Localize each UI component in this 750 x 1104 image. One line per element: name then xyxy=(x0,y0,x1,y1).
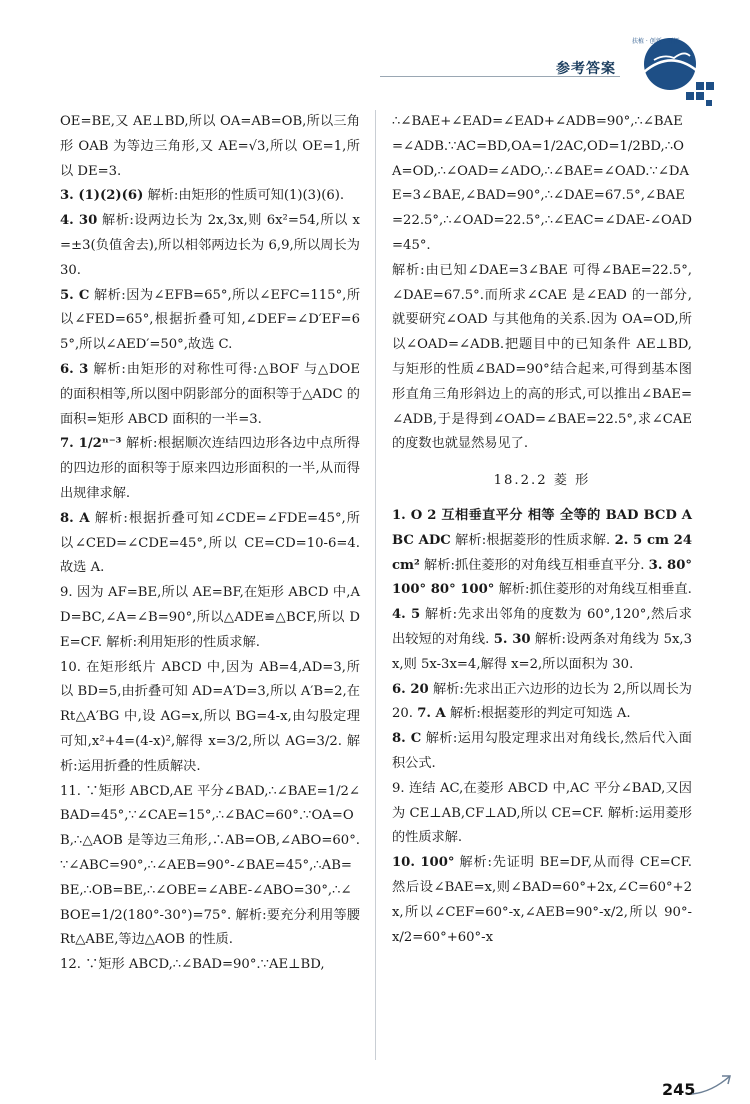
header-title: 参考答案 xyxy=(556,61,616,77)
answer-explanation: 解析:运用菱形的性质求解. xyxy=(392,805,692,846)
answer-line xyxy=(60,656,360,780)
answer-body: 9. 因为 AF=BE,所以 AE=BF,在矩形 ABCD 中,AD=BC,∠A=∠B=90°,所以△ADE≌△BCF,所以 DE=CF. xyxy=(60,585,360,650)
page-number: 245 xyxy=(662,1080,696,1099)
answer-number: 8. C xyxy=(392,731,422,747)
answer-line: 解析:由已知∠DAE=3∠BAE 可得∠BAE=22.5°,∠DAE=67.5°.而所求∠CAE 是∠EAD 的一部分,就要研究∠OAD 与其他角的关系.因为 OA=OD,所以∠OAD=∠ADB.把题目中的已知条件 AE⊥BD,与矩形的性质∠BAD=90°结合起来,可得到基本图形直角三角形斜边上的高的形式,可以推出∠BAE=∠ADB,于是得到∠OAD=∠BAE=22.5°,求∠CAE 的度数也就显然易见了. xyxy=(392,262,692,452)
answer-line xyxy=(60,184,360,209)
answer-line xyxy=(60,780,360,954)
answer-line xyxy=(60,209,360,283)
answer-body: 11. ∵矩形 ABCD,AE 平分∠BAD,∴∠BAE=1/2∠BAD=45°,∵∠CAE=15°,∴∠BAC=60°.∵OA=OB,∴△AOB 是等边三角形,∴AB=OB,∠ABO=60°.∵∠ABC=90°,∴∠AEB=90°-∠BAE=45°,∴AB=BE,∴OB=BE,∴∠OBE=∠ABE-∠ABO=30°,∴∠BOE=1/2(180°-30°)=75°. xyxy=(60,783,360,923)
answer-explanation: 解析:根据菱形的性质求解. xyxy=(455,532,611,548)
answer-explanation: 解析:因为∠EFB=65°,所以∠EFC=115°,所以∠FED=65°,根据折叠可知,∠DEF=∠D′EF=65°,所以∠AED′=50°,故选 C. xyxy=(60,287,361,353)
answer-explanation: 解析:抓住菱形的对角线互相垂直平分. xyxy=(424,557,645,573)
answer-explanation: 解析:先求出正六边形的边长为 2,所以周长为 20. xyxy=(392,681,692,722)
answer-line xyxy=(60,581,360,655)
answer-number: 4. 30 xyxy=(60,213,98,229)
logo-text: 扶植 · 创新 · 开拓 xyxy=(632,38,680,45)
answer-line xyxy=(60,507,360,581)
answer-explanation: 解析:根据顺次连结四边形各边中点所得的四边形的面积等于原来四边形面积的一半,从而得出规律求解. xyxy=(60,436,360,501)
answer-line xyxy=(392,678,692,728)
answer-line xyxy=(392,851,692,950)
answer-number: 7. 1/2ⁿ⁻³ xyxy=(60,436,122,452)
answer-line: OE=BE,又 AE⊥BD,所以 OA=AB=OB,所以三角形 OAB 为等边三角形,又 AE=√3,所以 OE=1,所以 DE=3. xyxy=(60,114,360,179)
answer-line xyxy=(60,284,360,358)
answer-explanation: 解析:先求出邻角的度数为 60°,120°,然后求出较短的对角线. xyxy=(392,607,692,647)
answer-number: 6. 3 xyxy=(60,361,89,377)
answer-line xyxy=(392,603,692,677)
answer-line xyxy=(392,504,692,603)
answer-explanation: 解析:由矩形的对称性可得:△BOF 与△DOE 的面积相等,所以图中阴影部分的面积等于△ADC 的面积=矩形 ABCD 面积的一半=3. xyxy=(60,361,360,427)
answer-number: 6. 20 xyxy=(392,681,429,697)
answer-explanation: 解析:先证明 BE=DF,从而得 CE=CF.然后设∠BAE=x,则∠BAD=60°+2x,∠C=60°+2x,所以∠CEF=60°-x,∠AEB=90°-x/2,所以 90°-x/2=60°+60°-x xyxy=(392,855,692,945)
answer-number: 1. O 2 互相垂直平分 相等 全等的 BAD BCD ABC ADC xyxy=(392,507,692,548)
answer-number: 10. 100° xyxy=(392,855,455,871)
publisher-logo-icon xyxy=(624,30,720,110)
answer-number: 3. (1)(2)(6) xyxy=(60,188,144,204)
answer-explanation: 解析:要充分利用等腰 Rt△ABE,等边△AOB 的性质. xyxy=(60,907,360,948)
answer-explanation: 解析:根据折叠可知∠CDE=∠FDE=45°,所以∠CED=∠CDE=45°,所以 CE=CD=10-6=4.故选 A. xyxy=(60,510,360,576)
answer-number: 5. C xyxy=(60,287,90,303)
answer-body: 9. 连结 AC,在菱形 ABCD 中,AC 平分∠BAD,又因为 CE⊥AB,CF⊥AD,所以 CE=CF. xyxy=(392,780,692,821)
answer-line: 12. ∵矩形 ABCD,∴∠BAD=90°.∵AE⊥BD, xyxy=(60,957,325,973)
answer-line xyxy=(60,358,360,432)
answer-number: 7. A xyxy=(417,706,446,722)
answer-line xyxy=(392,727,692,777)
answer-number: 4. 5 xyxy=(392,607,421,623)
answer-number: 5. 30 xyxy=(493,631,531,647)
answer-line xyxy=(392,777,692,851)
answer-body: 10. 在矩形纸片 ABCD 中,因为 AB=4,AD=3,所以 BD=5,由折叠可知 AD=A′D=3,所以 A′B=2,在 Rt△A′BG 中,设 AG=x,所以 BG=4-x,由勾股定理可知,x²+4=(4-x)²,解得 x=3/2,所以 AG=3/2. xyxy=(60,659,360,749)
answer-explanation: 解析:设两条对角线为 5x,3x,则 5x-3x=4,解得 x=2,所以面积为 30. xyxy=(392,631,692,672)
answer-explanation: 解析:根据菱形的判定可知选 A. xyxy=(449,706,631,722)
answer-explanation: 解析:利用矩形的性质求解. xyxy=(106,634,260,650)
answer-explanation: 解析:设两边长为 2x,3x,则 6x²=54,所以 x=±3(负值舍去),所以相邻两边长为 6,9,所以周长为 30. xyxy=(60,213,360,278)
page-header xyxy=(0,0,750,110)
answer-line: ∴∠BAE+∠EAD=∠EAD+∠ADB=90°,∴∠BAE=∠ADB.∵AC=BD,OA=1/2AC,OD=1/2BD,∴OA=OD,∴∠OAD=∠ADO,∴∠BAE=∠OAD.∵∠DAE=3∠BAE,∠BAD=90°,∴∠DAE=67.5°,∠BAE=22.5°,∴∠OAD=22.5°,∴∠EAC=∠DAE-∠OAD=45°. xyxy=(392,114,692,253)
column-divider xyxy=(375,110,376,1060)
page-corner-arrow-icon xyxy=(690,1072,734,1098)
answer-explanation: 解析:运用勾股定理求出对角线长,然后代入面积公式. xyxy=(392,731,692,771)
answer-number: 2. 5 cm 24 cm² xyxy=(392,532,692,573)
answer-line xyxy=(60,432,360,506)
answer-explanation: 解析:运用折叠的性质解决. xyxy=(60,733,360,774)
answer-explanation: 解析:由矩形的性质可知(1)(3)(6). xyxy=(147,188,345,204)
answer-number: 8. A xyxy=(60,510,90,526)
answer-number: 3. 80° 100° 80° 100° xyxy=(392,557,693,598)
left-column xyxy=(60,110,360,978)
section-title: 18.2.2 菱 形 xyxy=(493,473,591,489)
answer-explanation: 解析:抓住菱形的对角线互相垂直. xyxy=(498,582,692,598)
right-column xyxy=(392,110,692,950)
